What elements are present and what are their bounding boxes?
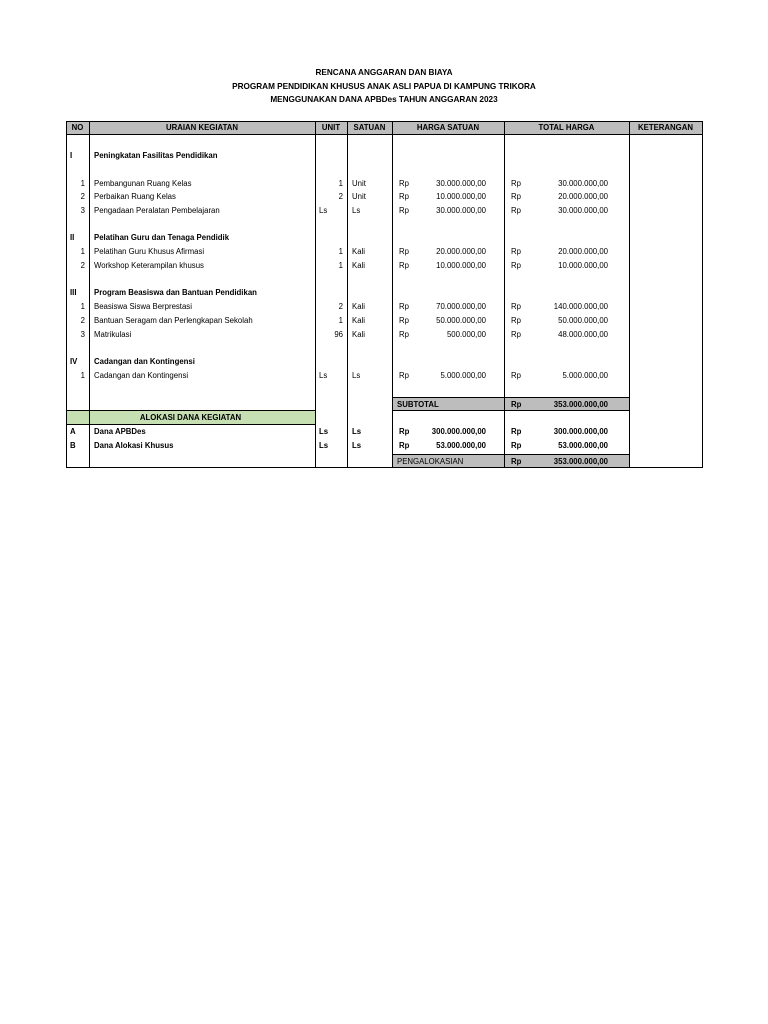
- item-harga: 50.000.000,00: [436, 316, 486, 325]
- header-satuan: SATUAN: [353, 123, 386, 132]
- item-currency: Rp: [399, 179, 409, 188]
- item-currency: Rp: [399, 330, 409, 339]
- item-no: 2: [80, 316, 85, 325]
- item-currency: Rp: [399, 192, 409, 201]
- item-unit: 1: [338, 179, 343, 188]
- item-uraian: Cadangan dan Kontingensi: [94, 371, 189, 380]
- item-no: 3: [80, 206, 85, 215]
- alokasi-no: B: [70, 441, 76, 450]
- item-satuan: Ls: [352, 206, 361, 215]
- pengalokasian-value: 353.000.000,00: [553, 457, 608, 466]
- item-satuan: Unit: [352, 192, 366, 201]
- header-uraian: URAIAN KEGIATAN: [165, 123, 239, 132]
- item-total: 50.000.000,00: [558, 316, 608, 325]
- section-no: I: [70, 151, 73, 160]
- item-unit: 96: [334, 330, 343, 339]
- item-satuan: Kali: [352, 261, 366, 270]
- item-uraian: Pengadaan Peralatan Pembelajaran: [94, 206, 220, 215]
- item-currency: Rp: [511, 261, 521, 270]
- title-line-2: PROGRAM PENDIDIKAN KHUSUS ANAK ASLI PAPUA DI KAMPUNG TRIKORA: [232, 81, 536, 91]
- item-uraian: Pelatihan Guru Khusus Afirmasi: [94, 247, 205, 256]
- alokasi-unit: Ls: [319, 441, 329, 450]
- header-unit: UNIT: [321, 123, 341, 132]
- item-uraian: Perbaikan Ruang Kelas: [94, 192, 176, 201]
- item-unit: 2: [338, 302, 343, 311]
- alokasi-currency: Rp: [511, 427, 522, 436]
- item-satuan: Kali: [352, 302, 366, 311]
- item-total: 20.000.000,00: [558, 247, 608, 256]
- item-uraian: Pembangunan Ruang Kelas: [94, 179, 192, 188]
- item-satuan: Kali: [352, 330, 366, 339]
- item-currency: Rp: [511, 316, 521, 325]
- item-currency: Rp: [399, 261, 409, 270]
- pengalokasian-currency: Rp: [511, 457, 522, 466]
- alokasi-currency: Rp: [399, 441, 410, 450]
- item-no: 1: [80, 179, 85, 188]
- header-no: NO: [71, 123, 84, 132]
- item-unit: 1: [338, 316, 343, 325]
- budget-table: [66, 121, 703, 468]
- item-harga: 10.000.000,00: [436, 192, 486, 201]
- item-harga: 5.000.000,00: [440, 371, 486, 380]
- section-title: Program Beasiswa dan Bantuan Pendidikan: [94, 288, 257, 297]
- item-satuan: Ls: [352, 371, 361, 380]
- item-total: 10.000.000,00: [558, 261, 608, 270]
- item-currency: Rp: [399, 247, 409, 256]
- item-unit: Ls: [319, 371, 328, 380]
- item-total: 30.000.000,00: [558, 206, 608, 215]
- item-unit: 1: [338, 247, 343, 256]
- alokasi-harga: 300.000.000,00: [431, 427, 486, 436]
- pengalokasian-label: PENGALOKASIAN: [397, 457, 464, 466]
- item-unit: 1: [338, 261, 343, 270]
- item-no: 2: [80, 261, 85, 270]
- item-satuan: Unit: [352, 179, 366, 188]
- alokasi-uraian: Dana Alokasi Khusus: [94, 441, 174, 450]
- item-currency: Rp: [511, 247, 521, 256]
- item-currency: Rp: [511, 302, 521, 311]
- alokasi-header: ALOKASI DANA KEGIATAN: [139, 413, 242, 422]
- item-total: 30.000.000,00: [558, 179, 608, 188]
- subtotal-value: 353.000.000,00: [553, 400, 608, 409]
- item-harga: 30.000.000,00: [436, 206, 486, 215]
- alokasi-currency: Rp: [511, 441, 522, 450]
- item-uraian: Beasiswa Siswa Berprestasi: [94, 302, 192, 311]
- header-keterangan: KETERANGAN: [637, 123, 693, 132]
- title-line-1: RENCANA ANGGARAN DAN BIAYA: [315, 68, 453, 77]
- header-harga-satuan: HARGA SATUAN: [416, 123, 480, 132]
- item-uraian: Bantuan Seragam dan Perlengkapan Sekolah: [94, 316, 253, 325]
- alokasi-total: 53.000.000,00: [558, 441, 608, 450]
- item-no: 2: [80, 192, 85, 201]
- item-currency: Rp: [511, 206, 521, 215]
- section-no: III: [70, 288, 77, 297]
- item-harga: 20.000.000,00: [436, 247, 486, 256]
- item-total: 5.000.000,00: [562, 371, 608, 380]
- item-total: 140.000.000,00: [553, 302, 608, 311]
- item-unit: Ls: [319, 206, 328, 215]
- item-uraian: Matrikulasi: [94, 330, 132, 339]
- item-currency: Rp: [399, 302, 409, 311]
- alokasi-currency: Rp: [399, 427, 410, 436]
- item-uraian: Workshop Keterampilan khusus: [94, 261, 204, 270]
- section-title: Peningkatan Fasilitas Pendidikan: [94, 151, 218, 160]
- item-harga: 10.000.000,00: [436, 261, 486, 270]
- item-no: 1: [80, 302, 85, 311]
- title-line-3: MENGGUNAKAN DANA APBDes TAHUN ANGGARAN 2023: [270, 95, 498, 104]
- item-satuan: Kali: [352, 247, 366, 256]
- item-satuan: Kali: [352, 316, 366, 325]
- item-harga: 500.000,00: [446, 330, 486, 339]
- alokasi-no: A: [70, 427, 76, 436]
- item-currency: Rp: [511, 371, 521, 380]
- alokasi-uraian: Dana APBDes: [94, 427, 146, 436]
- item-harga: 70.000.000,00: [436, 302, 486, 311]
- section-title: Cadangan dan Kontingensi: [94, 357, 195, 366]
- item-total: 20.000.000,00: [558, 192, 608, 201]
- alokasi-unit: Ls: [319, 427, 329, 436]
- section-title: Pelatihan Guru dan Tenaga Pendidik: [94, 233, 230, 242]
- item-no: 1: [80, 247, 85, 256]
- item-no: 3: [80, 330, 85, 339]
- header-total-harga: TOTAL HARGA: [538, 123, 595, 132]
- subtotal-label: SUBTOTAL: [397, 400, 439, 409]
- item-currency: Rp: [399, 371, 409, 380]
- alokasi-satuan: Ls: [352, 427, 362, 436]
- item-currency: Rp: [511, 192, 521, 201]
- item-harga: 30.000.000,00: [436, 179, 486, 188]
- item-currency: Rp: [399, 316, 409, 325]
- subtotal-currency: Rp: [511, 400, 522, 409]
- document-title: [0, 68, 768, 109]
- item-currency: Rp: [511, 179, 521, 188]
- alokasi-harga: 53.000.000,00: [436, 441, 486, 450]
- section-no: IV: [70, 357, 78, 366]
- section-no: II: [70, 233, 75, 242]
- item-unit: 2: [338, 192, 343, 201]
- item-no: 1: [80, 371, 85, 380]
- item-currency: Rp: [511, 330, 521, 339]
- alokasi-total: 300.000.000,00: [553, 427, 608, 436]
- item-total: 48.000.000,00: [558, 330, 608, 339]
- alokasi-satuan: Ls: [352, 441, 362, 450]
- item-currency: Rp: [399, 206, 409, 215]
